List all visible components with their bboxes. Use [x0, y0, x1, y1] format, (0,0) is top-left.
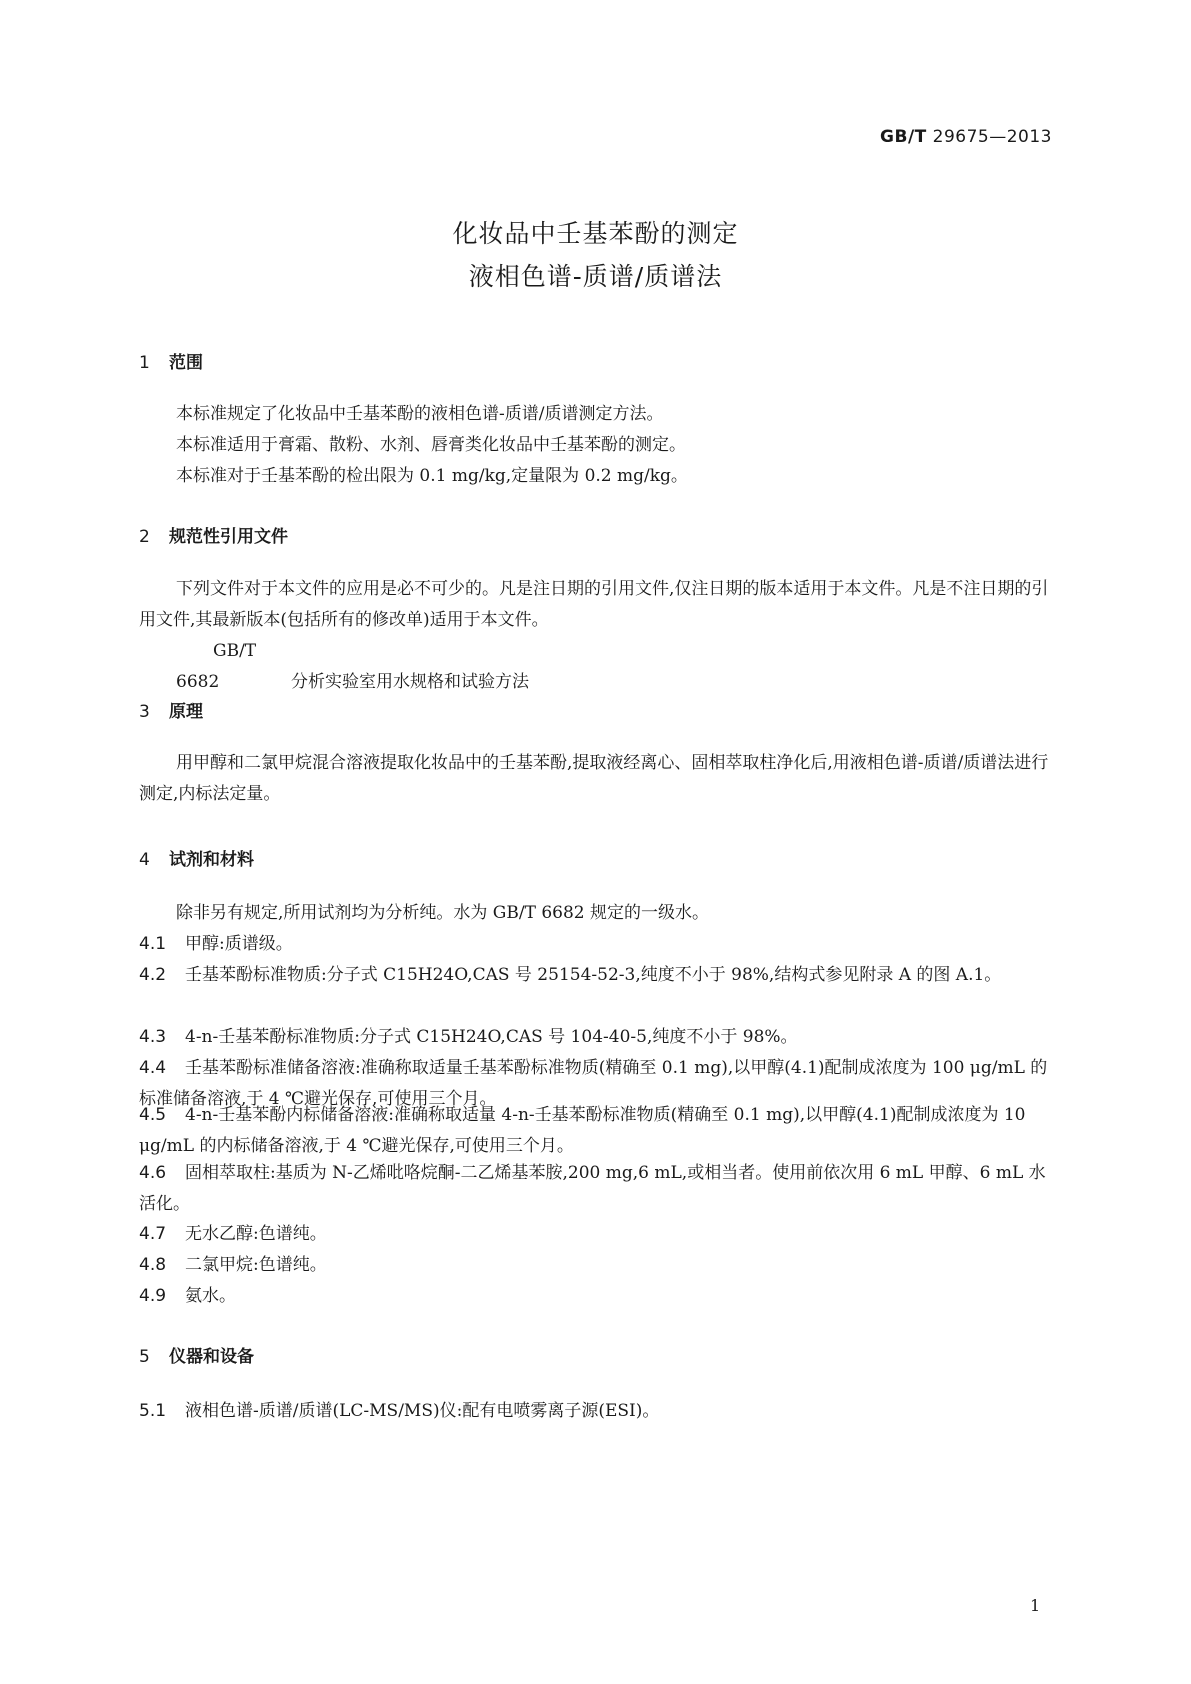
- list-item: 5.1 液相色谱-质谱/质谱(LC-MS/MS)仪:配有电喷雾离子源(ESI)。: [139, 1401, 660, 1421]
- page-number: 1: [1030, 1596, 1041, 1615]
- doc-title-line1: 化妆品中壬基苯酚的测定: [452, 219, 739, 248]
- paragraph: 本标准规定了化妆品中壬基苯酚的液相色谱-质谱/质谱测定方法。: [176, 404, 664, 424]
- list-item: 4.5 4-n-壬基苯酚内标储备溶液:准确称取适量 4-n-壬基苯酚标准物质(精确至 0.1 mg),以甲醇(4.1)配制成浓度为 10 μg/mL 的内标储备溶液,于 4 ℃避光保存,可使用三个月。: [139, 1105, 1026, 1156]
- standard-code: GB/T 29675—2013: [880, 127, 1052, 147]
- list-item: 4.9 氨水。: [139, 1286, 236, 1306]
- list-item: 4.2 壬基苯酚标准物质:分子式 C15H24O,CAS 号 25154-52-3,纯度不小于 98%,结构式参见附录 A 的图 A.1。: [139, 965, 1002, 985]
- section-heading-1: 1 范围: [139, 353, 203, 373]
- section-heading-4: 4 试剂和材料: [139, 850, 254, 870]
- paragraph: 本标准适用于膏霜、散粉、水剂、唇膏类化妆品中壬基苯酚的测定。: [176, 435, 686, 455]
- paragraph: 用甲醇和二氯甲烷混合溶液提取化妆品中的壬基苯酚,提取液经离心、固相萃取柱净化后,用液相色谱-质谱/质谱法进行测定,内标法定量。: [139, 753, 1049, 804]
- doc-title-line2: 液相色谱-质谱/质谱法: [468, 262, 723, 291]
- list-item: 4.8 二氯甲烷:色谱纯。: [139, 1255, 327, 1275]
- list-item: 4.1 甲醇:质谱级。: [139, 934, 293, 954]
- list-item: 4.7 无水乙醇:色谱纯。: [139, 1224, 327, 1244]
- section-heading-3: 3 原理: [139, 702, 203, 722]
- normative-reference: GB/T 6682 分析实验室用水规格和试验方法: [176, 641, 529, 692]
- section-heading-5: 5 仪器和设备: [139, 1347, 254, 1367]
- list-item: 4.6 固相萃取柱:基质为 N-乙烯吡咯烷酮-二乙烯基苯胺,200 mg,6 mL,或相当者。使用前依次用 6 mL 甲醇、6 mL 水活化。: [139, 1163, 1046, 1214]
- list-item: 4.3 4-n-壬基苯酚标准物质:分子式 C15H24O,CAS 号 104-40-5,纯度不小于 98%。: [139, 1027, 798, 1047]
- list-item: 4.4 壬基苯酚标准储备溶液:准确称取适量壬基苯酚标准物质(精确至 0.1 mg),以甲醇(4.1)配制成浓度为 100 μg/mL 的标准储备溶液,于 4 ℃避光保存,可使用三个月。: [139, 1058, 1048, 1109]
- paragraph: 下列文件对于本文件的应用是必不可少的。凡是注日期的引用文件,仅注日期的版本适用于本文件。凡是不注日期的引用文件,其最新版本(包括所有的修改单)适用于本文件。: [139, 579, 1049, 630]
- paragraph: 本标准对于壬基苯酚的检出限为 0.1 mg/kg,定量限为 0.2 mg/kg。: [176, 466, 688, 486]
- section-heading-2: 2 规范性引用文件: [139, 527, 288, 547]
- paragraph: 除非另有规定,所用试剂均为分析纯。水为 GB/T 6682 规定的一级水。: [176, 903, 710, 923]
